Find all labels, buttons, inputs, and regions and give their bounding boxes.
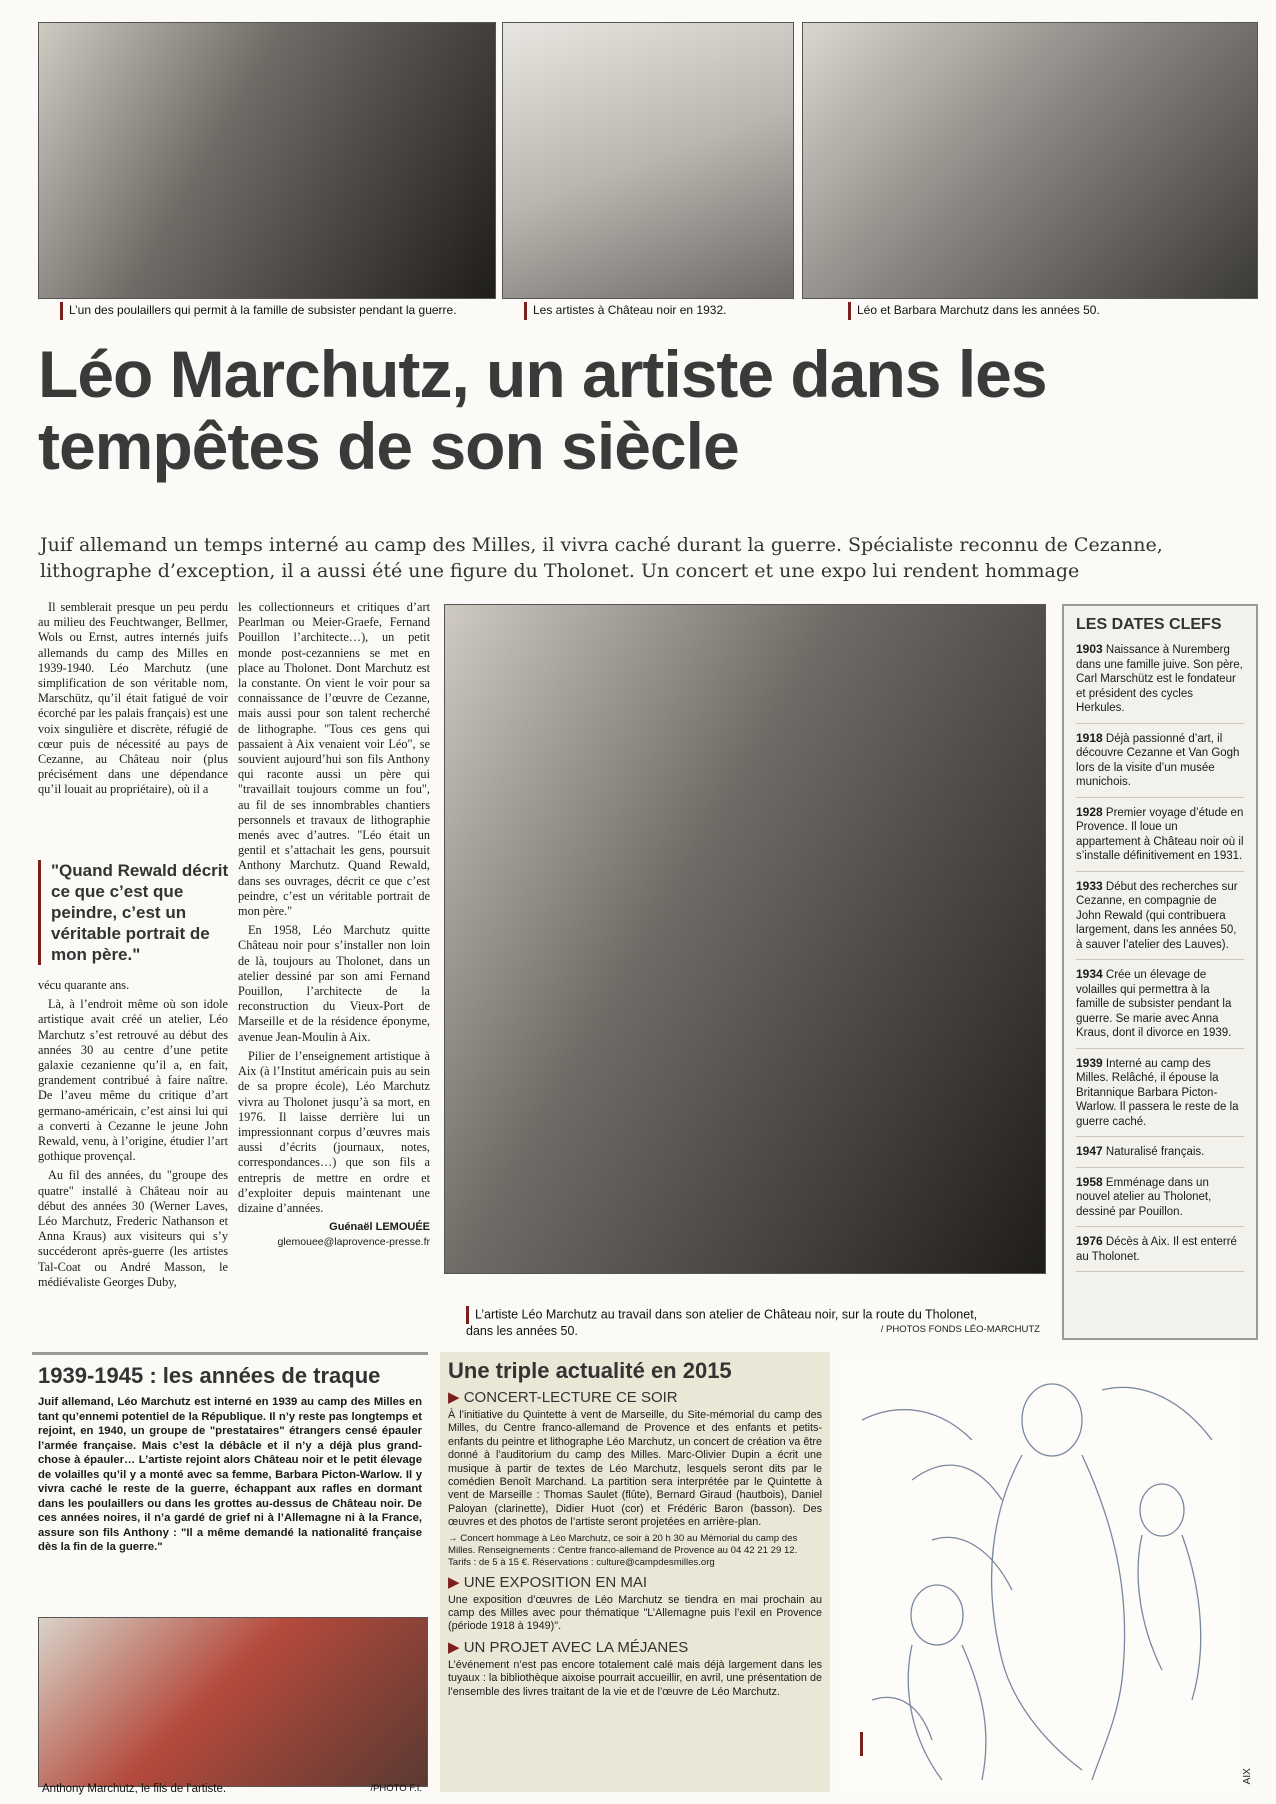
date-year: 1934 [1076, 967, 1103, 981]
sketch-illustration [842, 1360, 1242, 1790]
caption-bar [60, 302, 63, 320]
date-text: Déjà passionné d’art, il découvre Cezanne et Van Gogh lors de la visite d’un musée munichois. [1076, 732, 1240, 788]
date-item [1076, 805, 1244, 872]
main-photo-artist-at-work [444, 604, 1046, 1274]
box-text: Juif allemand, Léo Marchutz est interné en 1939 au camp des Milles en tant qu’ennemi potentiel de la République. Il n’y reste pas longtemps et rejoint, en 1940, un groupe de "prestataires" étrangers censé épauler l’armée française. Mais c’est la débâcle et il n’y a déjà plus grand-chose à épauler… L’artiste rejoint alors Château noir et le petit élevage de volailles qu’il y a monté avec sa femme, Barbara Picton-Warlow. Il y vivra caché le reste de la guerre, échappant aux rafles en dormant dans les poulaillers ou dans les grottes au-dessus de Château noir. De ces années noires, il n’a gardé de grief ni à l’Allemagne ni à la France, assure son fils Anthony : "Il a même demandé la nationalité française dès la fin de la guerre." [38, 1396, 422, 1553]
date-text: Interné au camp des Milles. Relâché, il épouse la Britannique Barbara Picton-Warlow. Il passera le reste de la guerre caché. [1076, 1057, 1239, 1128]
triangle-icon: ▶ [448, 1573, 460, 1591]
author-name: Guénaël LEMOUÉE [329, 1221, 430, 1234]
article-paragraph: Au fil des années, du "groupe des quatre" installé à Château noir au début des années 30 (Werner Laves, Léo Marchutz, Frederic Nathanson et Anna Kraus) aux visiteurs qui s’y succéderont après-guerre (les artistes Tal-Coat ou André Masson, le médiévaliste Georges Duby, [38, 1168, 228, 1289]
author-email: glemouee@laprovence-presse.fr [277, 1236, 430, 1249]
article-paragraph: Il semblerait presque un peu perdu au milieu des Feuchtwanger, Bellmer, Wols ou Ernst, autres internés juifs allemands du camp des Milles en 1939-1940. Léo Marchutz (une simplification de son véritable nom, Marschütz, qu’il était fatigué de voir écorché par les palais français) est une voix singulière et discrète, réfugié de cœur puis de nécessité au pays de Cezanne, au Château noir (plus précisément dans une dépendance qu’il louait au propriétaire), où il a [38, 600, 228, 797]
caption-bar [524, 302, 527, 320]
section-heading [448, 1573, 822, 1591]
section-text: L’événement n’est pas encore totalement calé mais déjà largement dans les tuyaux : la bibliothèque aixoise pourrait accueillir, en avril, une présentation de l’ensemble des livres traitant de la vie et de l’œuvre de Léo Marchutz. [448, 1658, 822, 1698]
box-events-2015 [440, 1352, 830, 1792]
caption-text: Anthony Marchutz, le fils de l’artiste. [42, 1783, 227, 1795]
date-text: Naturalisé français. [1105, 1146, 1205, 1158]
section-heading [448, 1638, 822, 1656]
photo-artists-1932 [502, 22, 794, 299]
sidebar-title: LES DATES CLEFS [1076, 616, 1222, 633]
anthony-photo-caption [42, 1783, 422, 1795]
date-item [1076, 731, 1244, 798]
date-text: Naissance à Nuremberg dans une famille juive. Son père, Carl Marschütz est le fondateur et président des cycles Herkules. [1076, 644, 1243, 714]
caption-text: Léo et Barbara Marchutz dans les années 50. [857, 303, 1100, 318]
date-text: Crée un élevage de volailles qui permettra à la famille de subsister pendant la guerre. Se marie avec Anna Kraus, dont il divorce en 1939. [1076, 969, 1232, 1039]
triangle-icon: ▶ [448, 1389, 460, 1406]
caption-text: L’artiste Léo Marchutz au travail dans son atelier de Château noir, sur la route du Tholonet, dans les années 50. [466, 1307, 978, 1338]
photo-anthony-marchutz [38, 1617, 428, 1787]
photo-chicken-coop [38, 22, 496, 299]
date-text: Premier voyage d’étude en Provence. Il loue un appartement à Château noir où il s’installe définitivement en 1931. [1076, 806, 1244, 862]
section-heading-text: CONCERT-LECTURE CE SOIR [463, 1389, 678, 1406]
date-year: 1903 [1076, 642, 1103, 656]
date-item [1076, 967, 1244, 1049]
caption-bar [466, 1306, 469, 1324]
box-title: 1939-1945 : les années de traque [38, 1363, 381, 1388]
sketch-marker [860, 1732, 863, 1756]
date-year: 1976 [1076, 1234, 1103, 1248]
photo-caption [60, 302, 490, 320]
photo-leo-barbara [802, 22, 1258, 299]
caption-text: L’un des poulaillers qui permit à la famille de subsister pendant la guerre. [69, 303, 457, 318]
event-info: → Concert hommage à Léo Marchutz, ce soir à 20 h 30 au Mémorial du camp des Milles. Renseignements : Centre franco-allemand de Provence au 04 42 21 29 12. Tarifs : de 5 à 15 €. Réservations : culture@campdesmilles.org [448, 1532, 798, 1568]
pull-quote: "Quand Rewald décrit ce que c’est que peindre, c’est un véritable portrait de mon père." [38, 860, 241, 965]
section-text: Une exposition d’œuvres de Léo Marchutz se tiendra en mai prochain au camp des Milles avec pour thématique "L’Allemagne puis l’exil en Provence (période 1918 à 1949)". [448, 1593, 822, 1633]
box-war-years [32, 1352, 428, 1795]
date-text: Emménage dans un nouvel atelier au Tholonet, dessiné par Pouillon. [1076, 1176, 1212, 1218]
dates-list [1076, 642, 1244, 1272]
date-item [1076, 1234, 1244, 1272]
article-column-1-continued [38, 978, 228, 1294]
caption-text: Les artistes à Château noir en 1932. [533, 303, 727, 318]
article-column-2 [238, 600, 430, 1251]
date-item [1076, 1056, 1244, 1138]
section-heading-text: UN PROJET AVEC LA MÉJANES [463, 1638, 689, 1656]
date-text: Début des recherches sur Cezanne, en compagnie de John Rewald (qui contribuera largement, dans les années 50, à sauver l’atelier des Lauves). [1076, 880, 1238, 951]
section-heading-text: UNE EXPOSITION EN MAI [463, 1573, 648, 1591]
date-item [1076, 642, 1244, 724]
headline: Léo Marchutz, un artiste dans les tempêtes de son siècle [38, 337, 1047, 483]
date-year: 1918 [1076, 730, 1103, 745]
date-text: Décès à Aix. Il est enterré au Tholonet. [1076, 1236, 1237, 1263]
article-paragraph: En 1958, Léo Marchutz quitte Château noir pour s’installer non loin de là, toujours au Tholonet, dans un atelier dessiné par son ami Fernand Pouillon, l’architecte de la reconstruction du Vieux-Port de Marseille et de la résidence éponyme, avenue Jean-Moulin à Aix. [238, 923, 430, 1044]
section-heading [448, 1388, 822, 1406]
photo-caption [848, 302, 1248, 320]
article-paragraph: les collectionneurs et critiques d’art Pearlman ou Meier-Graefe, Fernand Pouillon l’architecte…), un petit monde post-cezanniens se met en place au Tholonet. Dont Marchutz est la constante. On vient le voir pour sa connaissance de l’œuvre de Cezanne, mais aussi pour son talent recherché de lithographe. "Tous ces gens qui passaient à Aix venaient voir Léo", se souvient aujourd’hui son fils Anthony qui raconte aussi un père qui "travaillait toujours comme un fou", au fil de ses innombrables chantiers personnels et travaux de lithographie menés avec d’autres. "Léo était un gentil et s’attachait les gens, poursuit Anthony Marchutz. Quand Rewald, dans ses ouvrages, décrit ce que c’est peindre, c’est un véritable portrait de mon père." [238, 600, 430, 919]
triangle-icon: ▶ [448, 1638, 460, 1656]
date-year: 1939 [1076, 1055, 1103, 1070]
date-year: 1958 [1076, 1174, 1103, 1189]
date-year: 1933 [1076, 878, 1103, 893]
photo-credit: /PHOTO F.I. [370, 1783, 422, 1794]
deck: Juif allemand un temps interné au camp des Milles, il vivra caché durant la guerre. Spécialiste reconnu de Cezanne, lithographe d’exception, il a aussi été une figure du Tholonet. Un concert et une expo lui rendent hommage [40, 534, 1163, 582]
section-text: À l’initiative du Quintette à vent de Marseille, du Site-mémorial du camp des Milles, du Centre franco-allemand de Provence et des enfants et petits-enfants du peintre et lithographe Léo Marchutz, un concert de création va être donné à l’auditorium du camp des Milles. Marc-Olivier Dupin a écrit une musique à partir de textes de Léo Marchutz, lesquels seront dits par le comédien Benoît Marchand. La partition sera interprétée par le Quintette à vent de Marseille : Thomas Saulet (flûte), Bernard Giraud (hautbois), Daniel Paloyan (clarinette), Didier Huot (cor) et Frédéric Baron (basson). Des œuvres et des photos de l’artiste seront projetées en arrière-plan. [448, 1409, 822, 1529]
article-paragraph: vécu quarante ans. [38, 978, 130, 992]
box-title: Une triple actualité en 2015 [448, 1358, 732, 1383]
caption-bar [848, 302, 851, 320]
date-year: 1947 [1076, 1144, 1103, 1158]
section-tag: AIX [1241, 1768, 1253, 1785]
date-item [1076, 879, 1244, 961]
date-year: 1928 [1076, 804, 1103, 819]
sketch-drawing [842, 1360, 1242, 1790]
photo-credit: / PHOTOS FONDS LÉO-MARCHUTZ [880, 1324, 1040, 1335]
photo-caption [524, 302, 784, 320]
date-item [1076, 1175, 1244, 1228]
key-dates-sidebar [1062, 604, 1258, 1340]
date-item [1076, 1144, 1244, 1168]
article-column-1 [38, 600, 228, 802]
article-paragraph: Pilier de l’enseignement artistique à Aix (à l’Institut américain puis au sein de sa propre école), Léo Marchutz vivra au Tholonet jusqu’à sa mort, en 1976. Il laisse derrière lui un impressionnant corpus d’œuvres mais aussi d’écrits (journaux, notes, correspondances…) que son fils a entrepris de mettre en ordre et d’exploiter depuis maintenant une dizaine d’années. [238, 1048, 430, 1215]
article-paragraph: Là, à l’endroit même où son idole artistique avait créé un atelier, Léo Marchutz s’est retrouvé au début des années 30 au centre d’une petite galaxie cezanienne qu’il a, en fait, grandement contribué à faire naître. De l’aveu même du critique d’art germano-américain, c’est ainsi lui qui a converti à Cezanne le jeune John Rewald, venu, à l’origine, étudier l’art gothique provençal. [38, 997, 228, 1164]
